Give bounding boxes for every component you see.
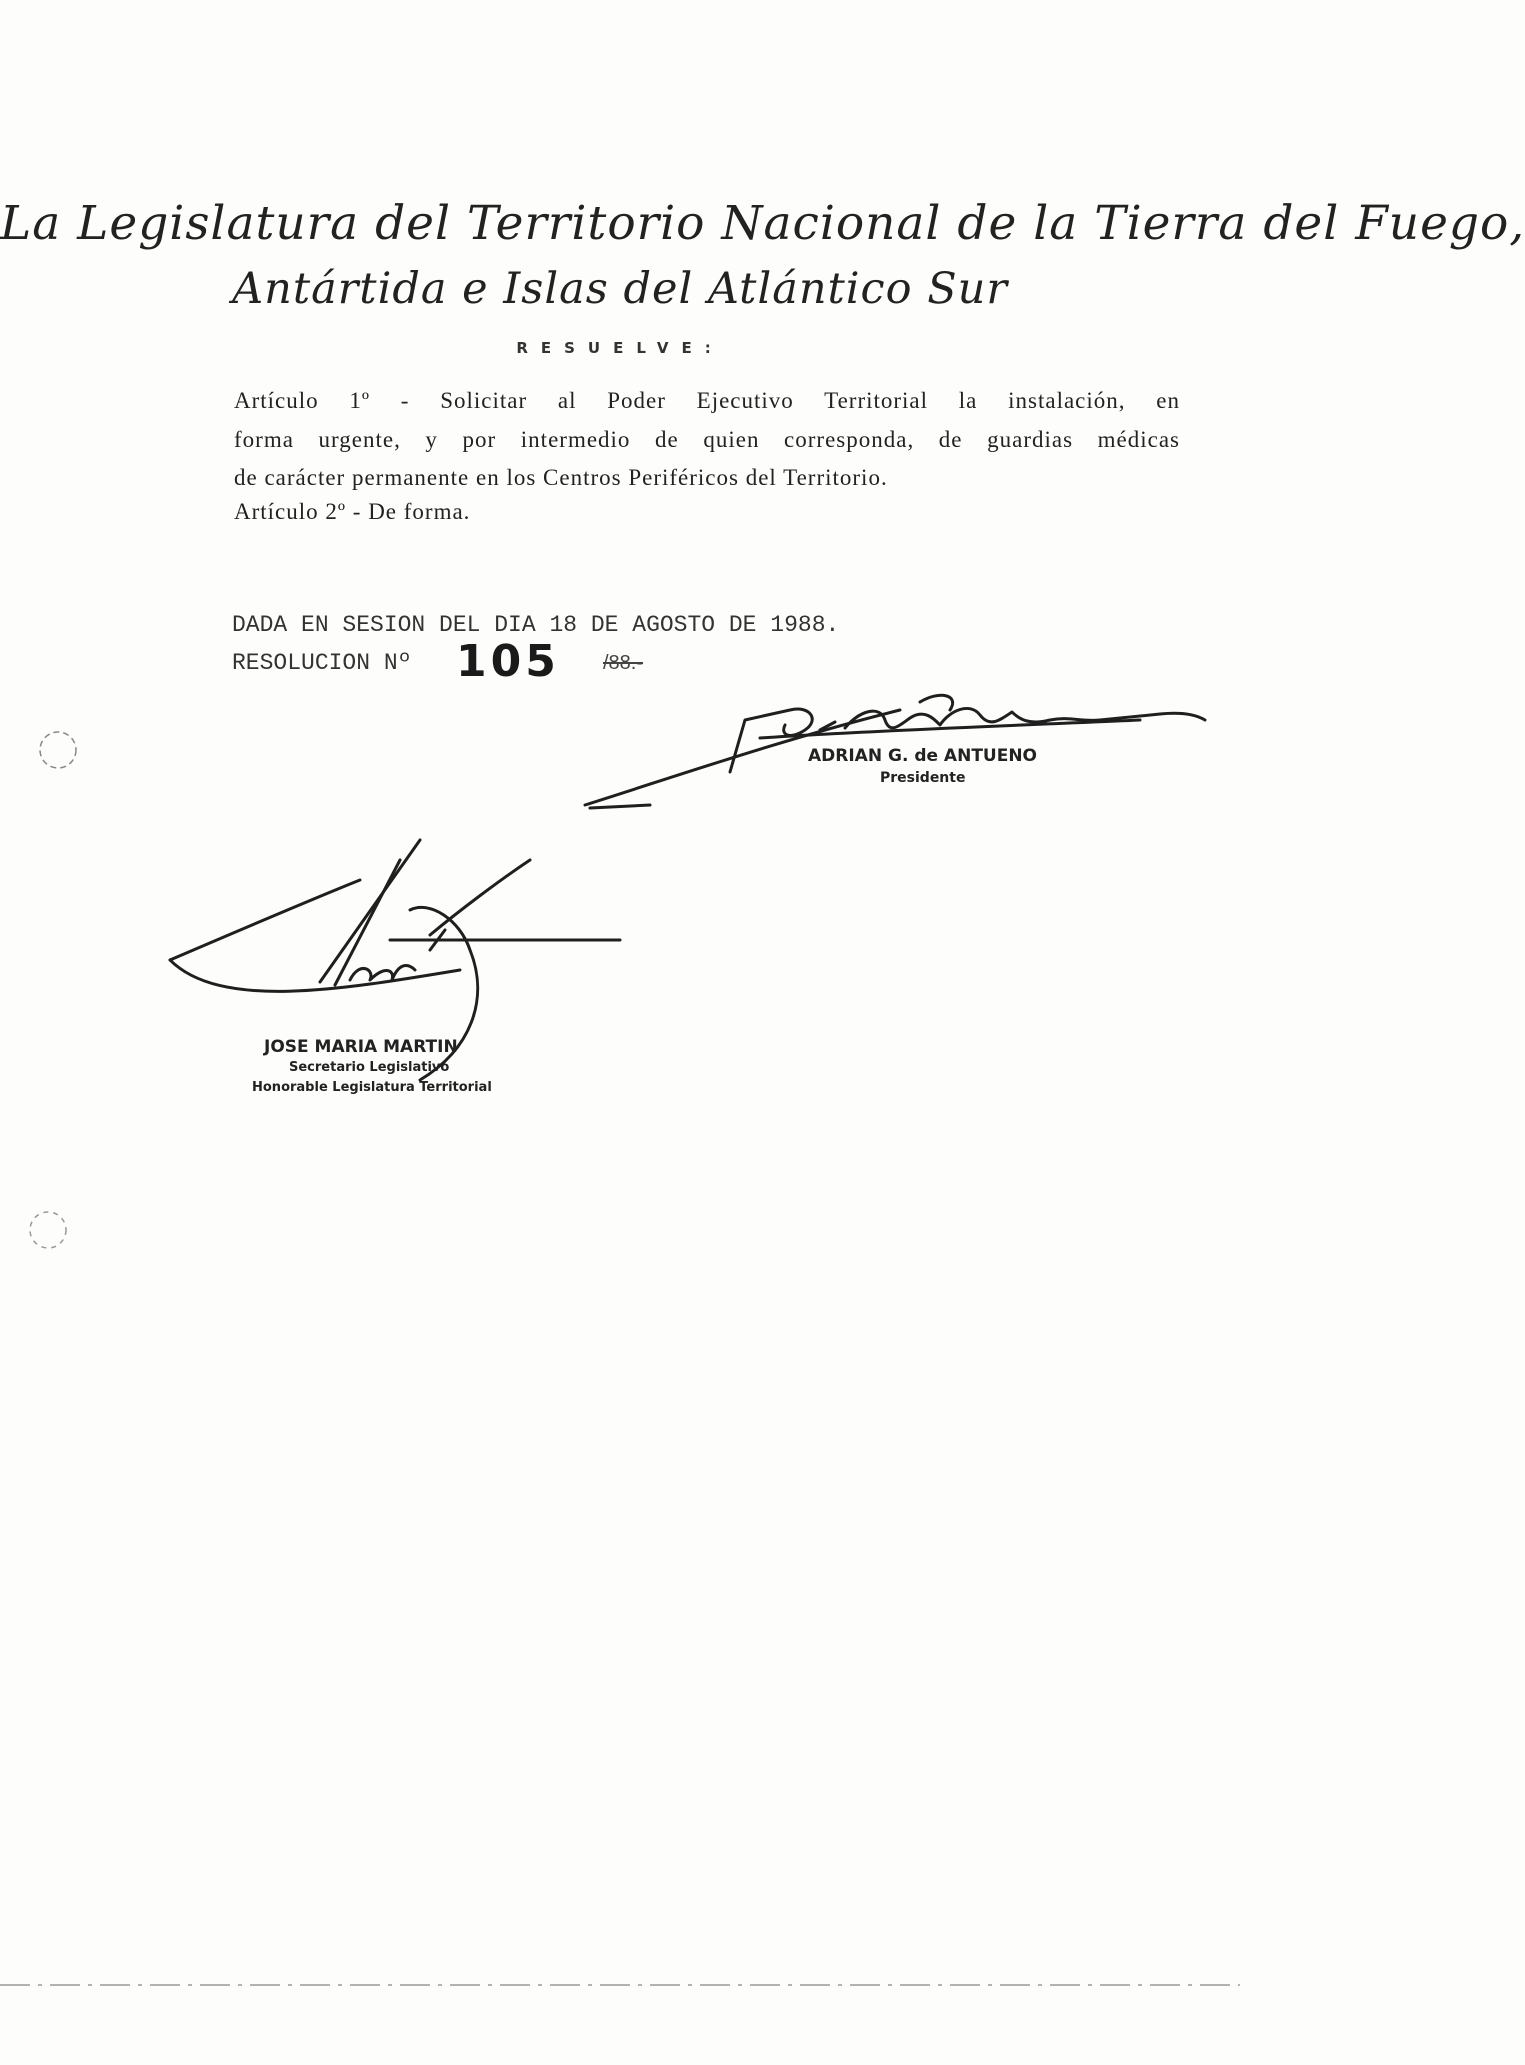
resolution-label: RESOLUCION Nº xyxy=(232,650,412,676)
scan-edge-line xyxy=(0,1982,1240,1988)
article-1-line-1: Artículo 1º - Solicitar al Poder Ejecutivo Territorial la instalación, en xyxy=(234,388,1180,413)
article-1-line-3: de carácter permanente en los Centros Periféricos del Territorio. xyxy=(234,465,888,490)
punch-hole-bottom xyxy=(26,1208,76,1258)
resuelve-heading: RESUELVE: xyxy=(516,339,724,357)
article-1-line-2: forma urgente, y por intermedio de quien corresponda, de guardias médicas xyxy=(234,427,1180,452)
secretary-org: Honorable Legislatura Territorial xyxy=(252,1080,492,1095)
president-role: Presidente xyxy=(880,770,966,786)
punch-hole-top xyxy=(36,728,86,778)
article-2: Artículo 2º - De forma. xyxy=(234,499,471,524)
secretary-name: JOSE MARIA MARTIN xyxy=(264,1037,458,1057)
president-name: ADRIAN G. de ANTUENO xyxy=(808,746,1038,766)
resolution-year: /88.- xyxy=(603,652,644,674)
header-line-1: La Legislatura del Territorio Nacional de la Tierra del Fuego, xyxy=(0,196,1525,251)
secretary-role: Secretario Legislativo xyxy=(289,1060,450,1075)
session-date: DADA EN SESION DEL DIA 18 DE AGOSTO DE 1988. xyxy=(232,612,840,638)
resolution-number: 105 xyxy=(456,636,560,687)
header-line-2: Antártida e Islas del Atlántico Sur xyxy=(232,264,1008,314)
